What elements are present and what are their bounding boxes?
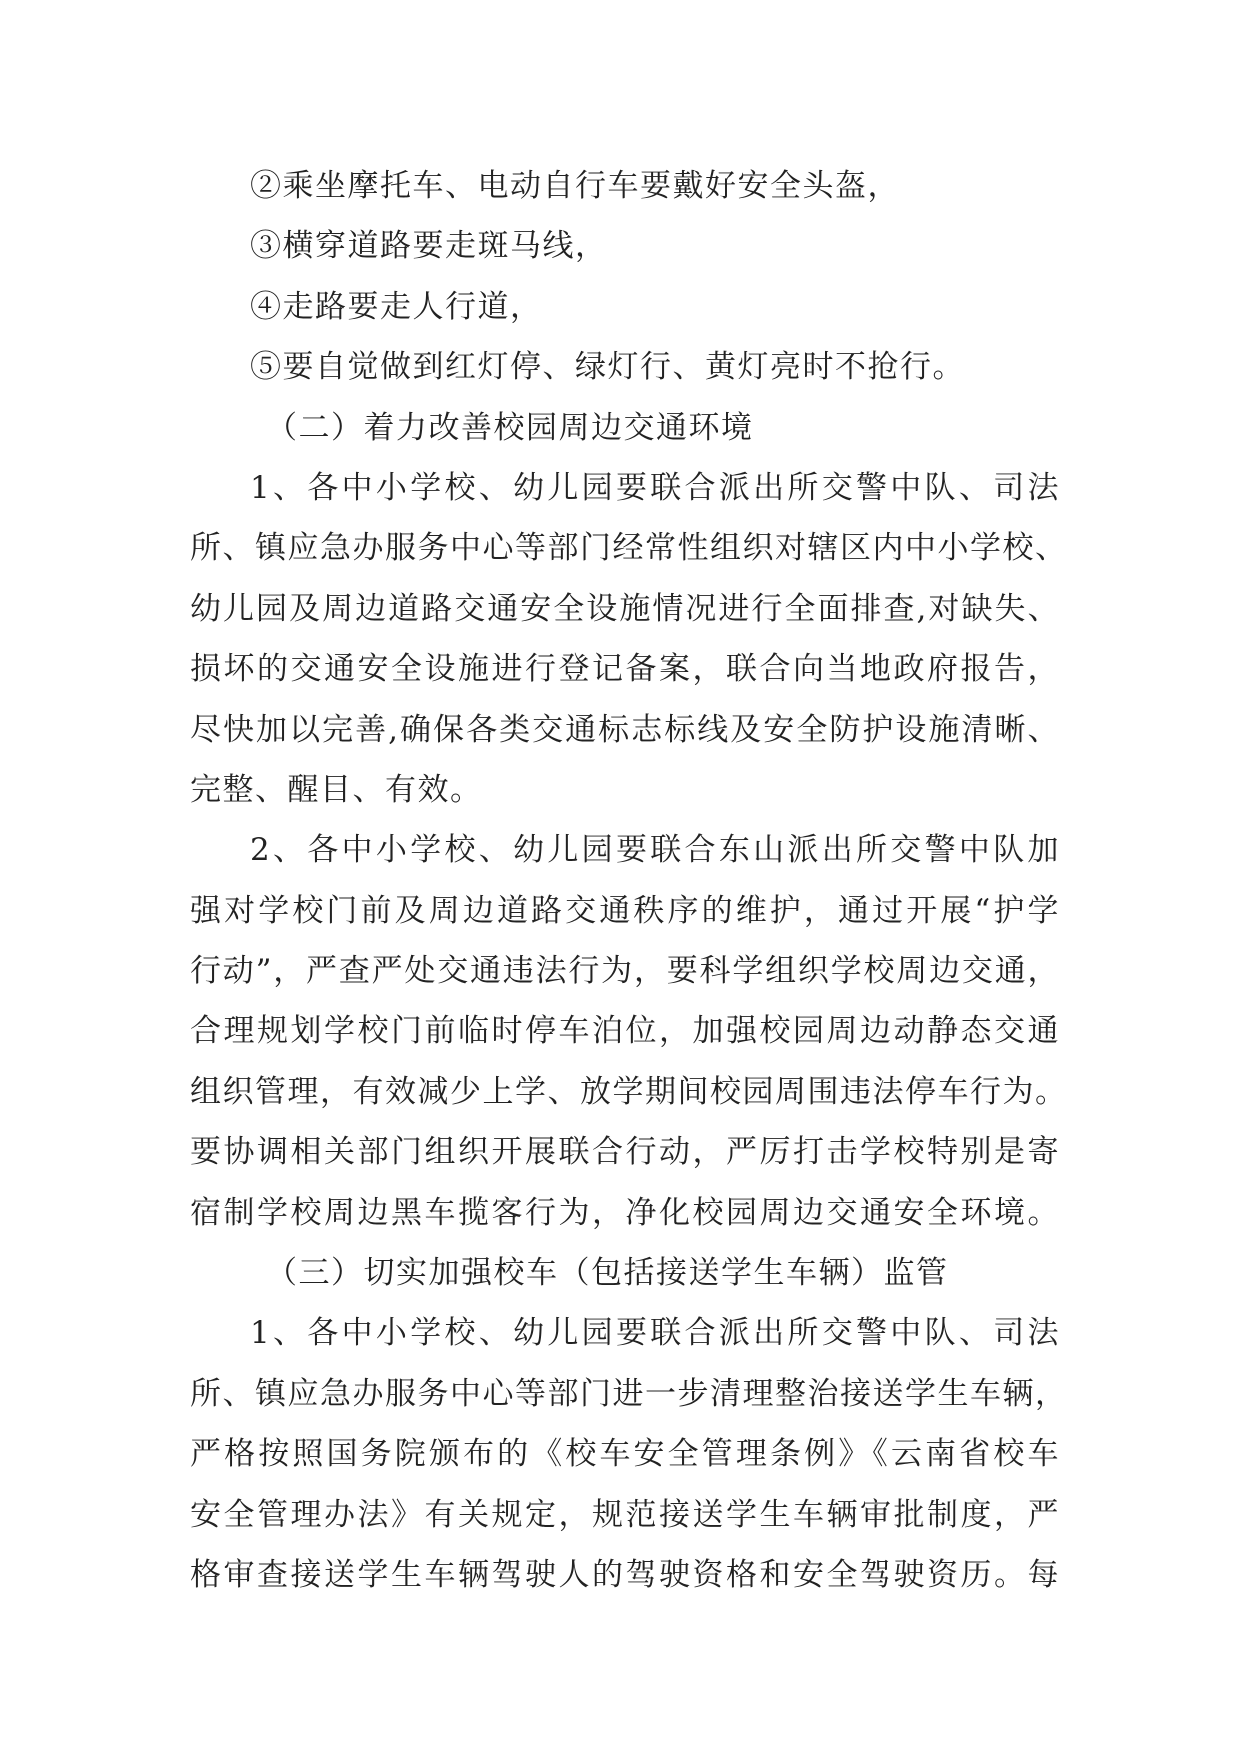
text-line: ⑤要自觉做到红灯停、绿灯行、黄灯亮时不抢行。: [250, 349, 965, 386]
text-line: 合理规划学校门前临时停车泊位，加强校园周边动静态交通: [190, 1013, 1060, 1050]
text-line: 所、镇应急办服务中心等部门进一步清理整治接送学生车辆，: [190, 1375, 1068, 1412]
text-line: 宿制学校周边黑车揽客行为，净化校园周边交通安全环境。: [190, 1194, 1060, 1231]
text-line: 完整、醒目、有效。: [190, 771, 483, 808]
text-line: 2、各中小学校、幼儿园要联合东山派出所交警中队加: [250, 832, 1060, 869]
text-line: 尽快加以完善,确保各类交通标志标线及安全防护设施清晰、: [190, 711, 1060, 748]
text-line: 强对学校门前及周边道路交通秩序的维护，通过开展“护学: [190, 892, 1060, 929]
text-line: 所、镇应急办服务中心等部门经常性组织对辖区内中小学校、: [190, 530, 1068, 567]
text-line: 1、各中小学校、幼儿园要联合派出所交警中队、司法: [250, 1315, 1060, 1352]
text-line: ④走路要走人行道，: [250, 288, 543, 325]
text-line: 幼儿园及周边道路交通安全设施情况进行全面排查,对缺失、: [190, 590, 1060, 627]
text-line: ②乘坐摩托车、电动自行车要戴好安全头盔，: [250, 168, 900, 204]
text-line: 行动”，严查严处交通违法行为，要科学组织学校周边交通，: [190, 953, 1060, 990]
text-line: 格审查接送学生车辆驾驶人的驾驶资格和安全驾驶资历。每: [190, 1556, 1060, 1593]
text-line: 安全管理办法》有关规定，规范接送学生车辆审批制度，严: [190, 1496, 1060, 1533]
text-line: 严格按照国务院颁布的《校车安全管理条例》《云南省校车: [190, 1436, 1060, 1473]
text-line: 要协调相关部门组织开展联合行动，严厉打击学校特别是寄: [190, 1134, 1060, 1171]
document-body: [190, 156, 1068, 1605]
text-line: 组织管理，有效减少上学、放学期间校园周围违法停车行为。: [190, 1073, 1068, 1110]
text-line: 损坏的交通安全设施进行登记备案，联合向当地政府报告，: [190, 651, 1060, 688]
section-heading: （三）切实加强校车（包括接送学生车辆）监管: [266, 1255, 949, 1292]
text-line: 1、各中小学校、幼儿园要联合派出所交警中队、司法: [250, 469, 1060, 506]
text-line: ③横穿道路要走斑马线，: [250, 228, 608, 265]
section-heading: （二）着力改善校园周边交通环境: [266, 409, 754, 446]
